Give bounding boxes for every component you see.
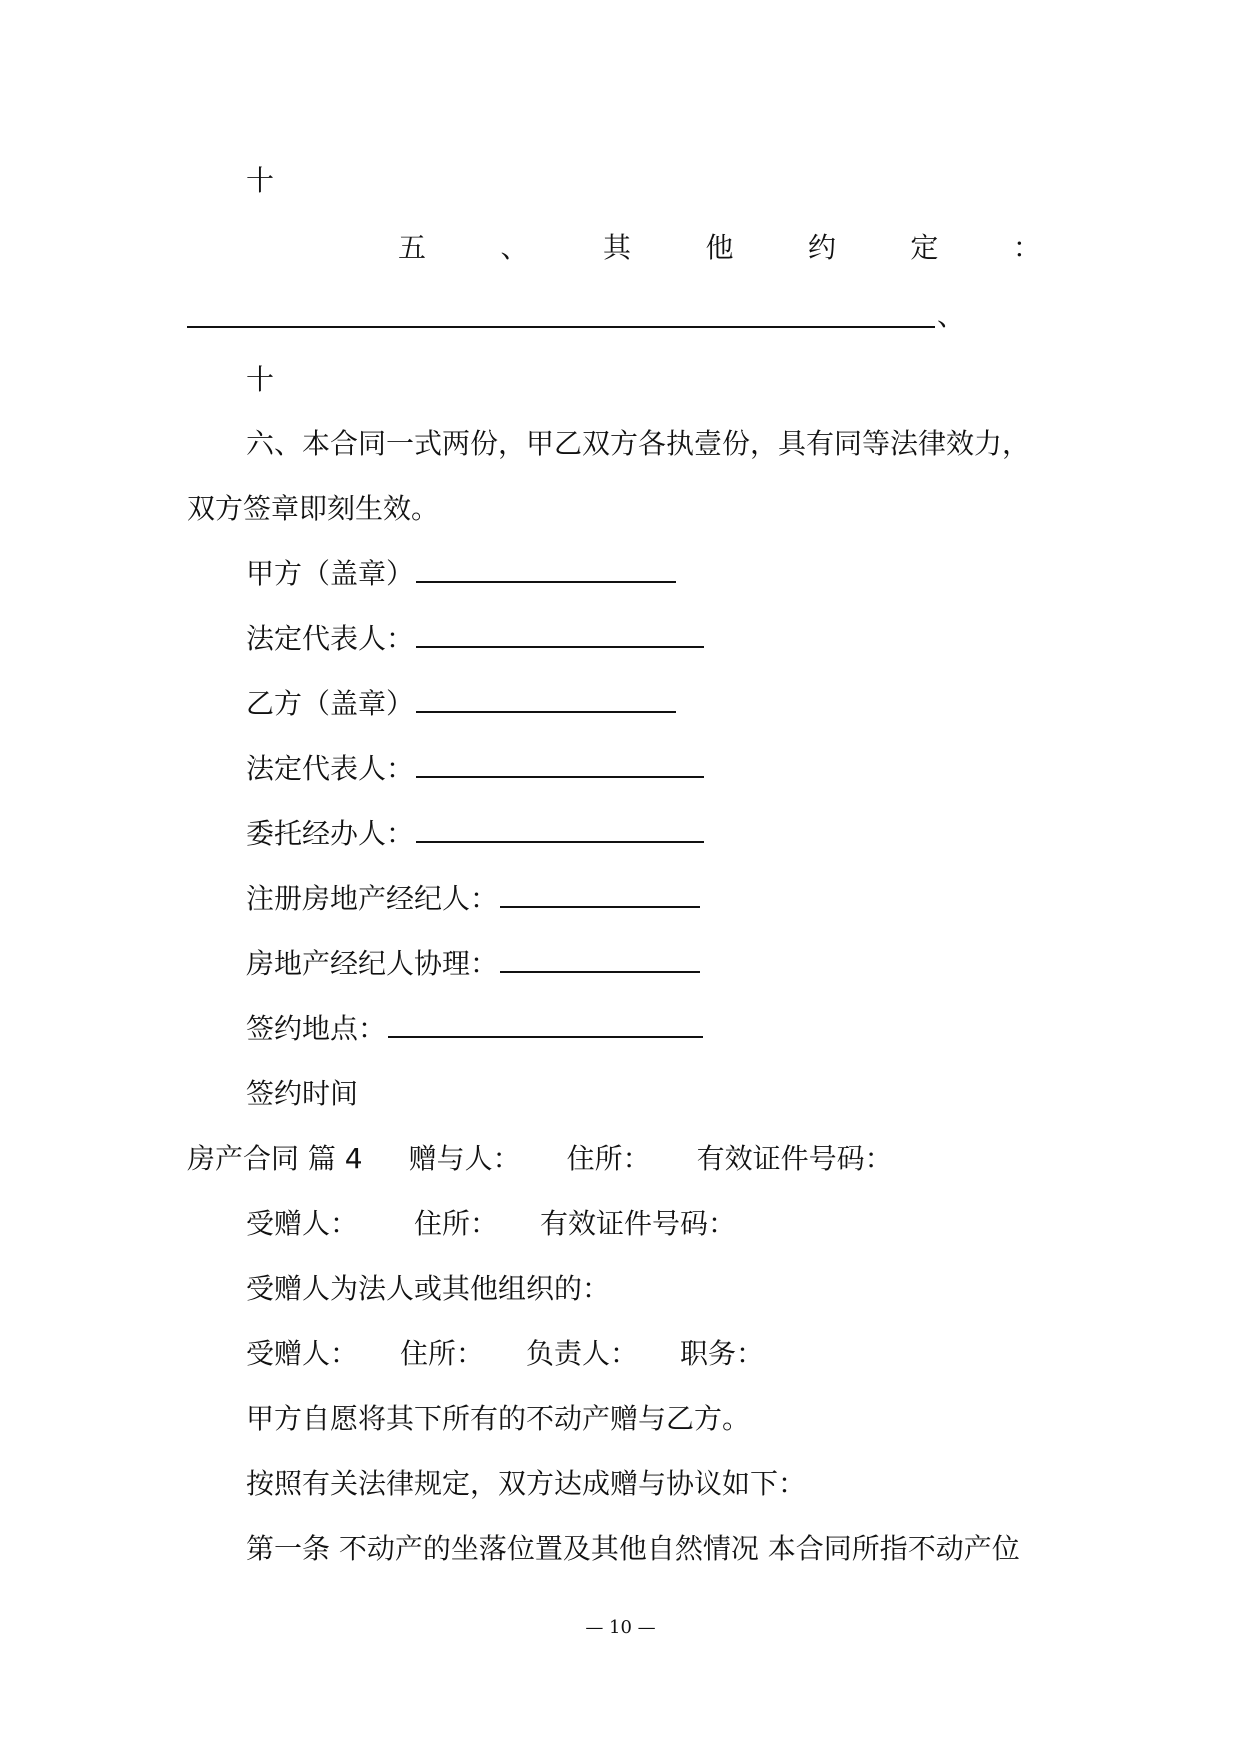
donee-label: 受赠人： — [246, 1207, 359, 1240]
donor-line — [187, 1141, 893, 1177]
party-b-seal — [246, 686, 676, 722]
org-address-label: 住所： — [400, 1337, 485, 1370]
line-shi-1: 十 — [246, 164, 275, 197]
org-donee-line — [246, 1336, 764, 1372]
party-a-label: 甲方（盖章） — [246, 557, 415, 590]
broker — [246, 881, 700, 917]
sec15-char: ： — [1012, 231, 1041, 264]
sec15-char: 约 — [807, 231, 836, 264]
line-shi-2: 十 — [246, 363, 275, 396]
legal-rep-2-blank — [416, 752, 704, 778]
legal-rep-1-label: 法定代表人： — [246, 622, 415, 655]
party-a-seal — [246, 556, 676, 592]
sign-place — [246, 1011, 703, 1047]
org-head-label: 负责人： — [526, 1337, 639, 1370]
agent-blank — [416, 817, 704, 843]
broker-assistant-blank — [500, 947, 700, 973]
donee-address-label: 住所： — [414, 1207, 499, 1240]
donee-org-intro: 受赠人为法人或其他组织的： — [246, 1272, 611, 1305]
legal-rep-2-label: 法定代表人： — [246, 752, 415, 785]
sec15-char: 定 — [910, 231, 939, 264]
broker-blank — [500, 882, 700, 908]
section-16-line-1: 六、本合同一式两份，甲乙双方各执壹份，具有同等法律效力， — [246, 427, 1031, 460]
agent-label: 委托经办人： — [246, 817, 415, 850]
donee-id-label: 有效证件号码： — [540, 1207, 737, 1240]
agreement-intro: 按照有关法律规定，双方达成赠与协议如下： — [246, 1467, 807, 1500]
sec15-char: 他 — [705, 231, 734, 264]
sign-place-label: 签约地点： — [246, 1012, 387, 1045]
party-b-blank — [416, 687, 676, 713]
broker-assistant-label: 房地产经纪人协理： — [246, 947, 499, 980]
agent — [246, 816, 704, 852]
org-title-label: 职务： — [680, 1337, 765, 1370]
broker-assistant — [246, 946, 700, 982]
donor-id-label: 有效证件号码： — [696, 1142, 893, 1175]
section-title: 房产合同 篇 4 — [187, 1142, 363, 1175]
legal-rep-1-blank — [416, 622, 704, 648]
section-16-line-2: 双方签章即刻生效。 — [187, 492, 440, 525]
section-15-heading — [398, 230, 1041, 266]
party-a-blank — [416, 557, 676, 583]
page-number: — 10 — — [585, 1617, 656, 1638]
sec15-char: 其 — [602, 231, 631, 264]
donor-label: 赠与人： — [408, 1142, 521, 1175]
rule-tail-mark: 、 — [937, 299, 966, 332]
party-b-label: 乙方（盖章） — [246, 687, 415, 720]
org-donee-label: 受赠人： — [246, 1337, 359, 1370]
legal-rep-2 — [246, 751, 704, 787]
donee-line — [246, 1206, 736, 1242]
donor-address-label: 住所： — [566, 1142, 651, 1175]
voluntary-gift: 甲方自愿将其下所有的不动产赠与乙方。 — [246, 1402, 751, 1435]
sign-place-blank — [388, 1012, 703, 1038]
legal-rep-1 — [246, 621, 704, 657]
article-1: 第一条 不动产的坐落位置及其他自然情况 本合同所指不动产位 — [246, 1532, 1020, 1565]
sec15-char: 五 — [398, 231, 427, 264]
sign-time: 签约时间 — [246, 1077, 359, 1110]
broker-label: 注册房地产经纪人： — [246, 882, 499, 915]
sec15-char: 、 — [500, 231, 529, 264]
fill-in-rule — [187, 326, 935, 328]
